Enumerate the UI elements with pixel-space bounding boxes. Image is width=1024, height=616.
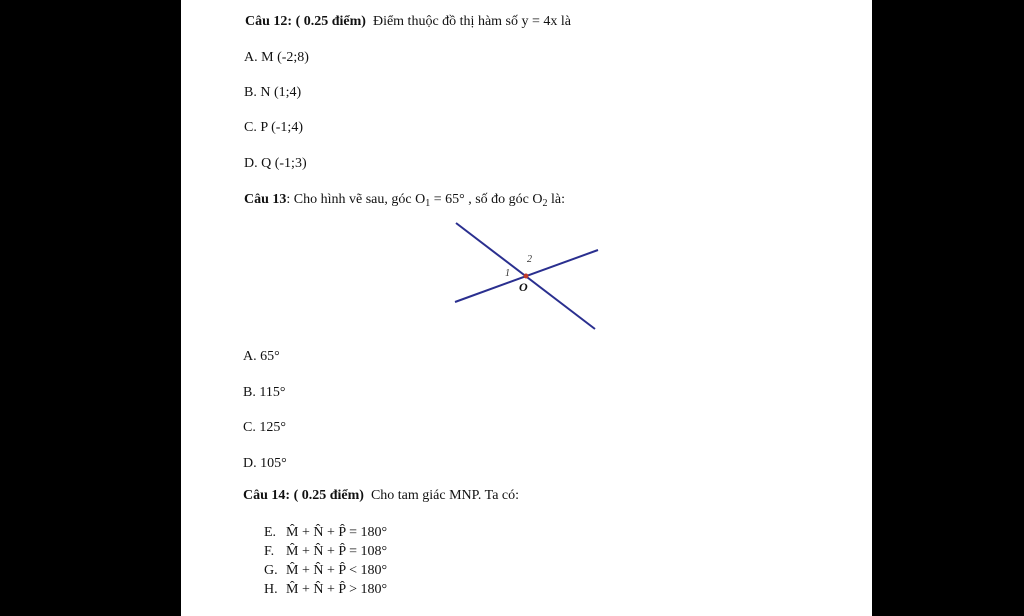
q14-option-f-letter: F. <box>264 544 275 559</box>
question-14-label: Câu 14: <box>243 488 291 503</box>
angle-label-1: 1 <box>505 268 510 279</box>
question-12 <box>245 14 571 30</box>
q14-option-g <box>264 563 387 579</box>
q13-option-c-text: 125° <box>259 420 286 435</box>
q13-option-d-text: 105° <box>260 456 287 471</box>
question-12-text: Điểm thuộc đồ thị hàm số y = 4x là <box>372 14 571 29</box>
q13-option-c <box>243 420 286 436</box>
q13-option-d <box>243 456 287 472</box>
q12-option-b-letter: B. <box>244 85 257 100</box>
q14-option-h-text: M̂ + N̂ + P̂ > 180° <box>286 582 388 597</box>
q12-option-d <box>244 156 307 172</box>
question-14-points: ( 0.25 điểm) <box>293 488 364 503</box>
point-o <box>524 274 529 279</box>
q12-option-b-text: N (1;4) <box>260 85 302 100</box>
q12-option-a <box>244 50 309 66</box>
question-13-text-a: : Cho hình vẽ sau, góc O <box>286 192 426 207</box>
q14-option-g-text: M̂ + N̂ + P̂ < 180° <box>286 563 388 578</box>
q12-option-a-letter: A. <box>244 50 258 65</box>
question-13-sub2: 2 <box>542 198 548 209</box>
q14-option-e <box>264 525 387 541</box>
q14-option-f-text: M̂ + N̂ + P̂ = 108° <box>286 544 388 559</box>
question-14 <box>243 488 519 504</box>
question-12-points: ( 0.25 điểm) <box>295 14 366 29</box>
q13-option-b <box>243 385 285 401</box>
q13-option-d-letter: D. <box>243 456 257 471</box>
q12-option-d-letter: D. <box>244 156 258 171</box>
q12-option-c-letter: C. <box>244 120 257 135</box>
q13-option-a <box>243 349 280 365</box>
q13-option-c-letter: C. <box>243 420 256 435</box>
q13-option-b-letter: B. <box>243 385 256 400</box>
q14-option-g-letter: G. <box>264 563 278 578</box>
q13-option-b-text: 115° <box>259 385 286 400</box>
question-13 <box>244 192 565 209</box>
q14-option-h-letter: H. <box>264 582 278 597</box>
document-page <box>181 0 872 616</box>
intersecting-lines-figure <box>451 218 601 333</box>
question-13-text-c: là: <box>547 192 566 207</box>
q13-option-a-letter: A. <box>243 349 257 364</box>
q12-option-b <box>244 85 301 101</box>
q14-option-e-text: M̂ + N̂ + P̂ = 180° <box>286 525 388 540</box>
q12-option-d-text: Q (-1;3) <box>261 156 307 171</box>
q12-option-c <box>244 120 303 136</box>
q12-option-c-text: P (-1;4) <box>260 120 303 135</box>
question-14-text: Cho tam giác MNP. Ta có: <box>370 488 520 503</box>
q14-option-e-letter: E. <box>264 525 277 540</box>
q14-option-f <box>264 544 387 560</box>
question-13-label: Câu 13 <box>244 192 287 207</box>
question-13-text-b: = 65° , số đo góc O <box>430 192 543 207</box>
q13-option-a-text: 65° <box>260 349 280 364</box>
point-o-label: O <box>519 280 528 294</box>
question-13-sub1: 1 <box>425 198 431 209</box>
q14-option-h <box>264 582 387 598</box>
q12-option-a-text: M (-2;8) <box>261 50 309 65</box>
angle-label-2: 2 <box>527 254 532 265</box>
question-12-label: Câu 12: <box>245 14 293 29</box>
